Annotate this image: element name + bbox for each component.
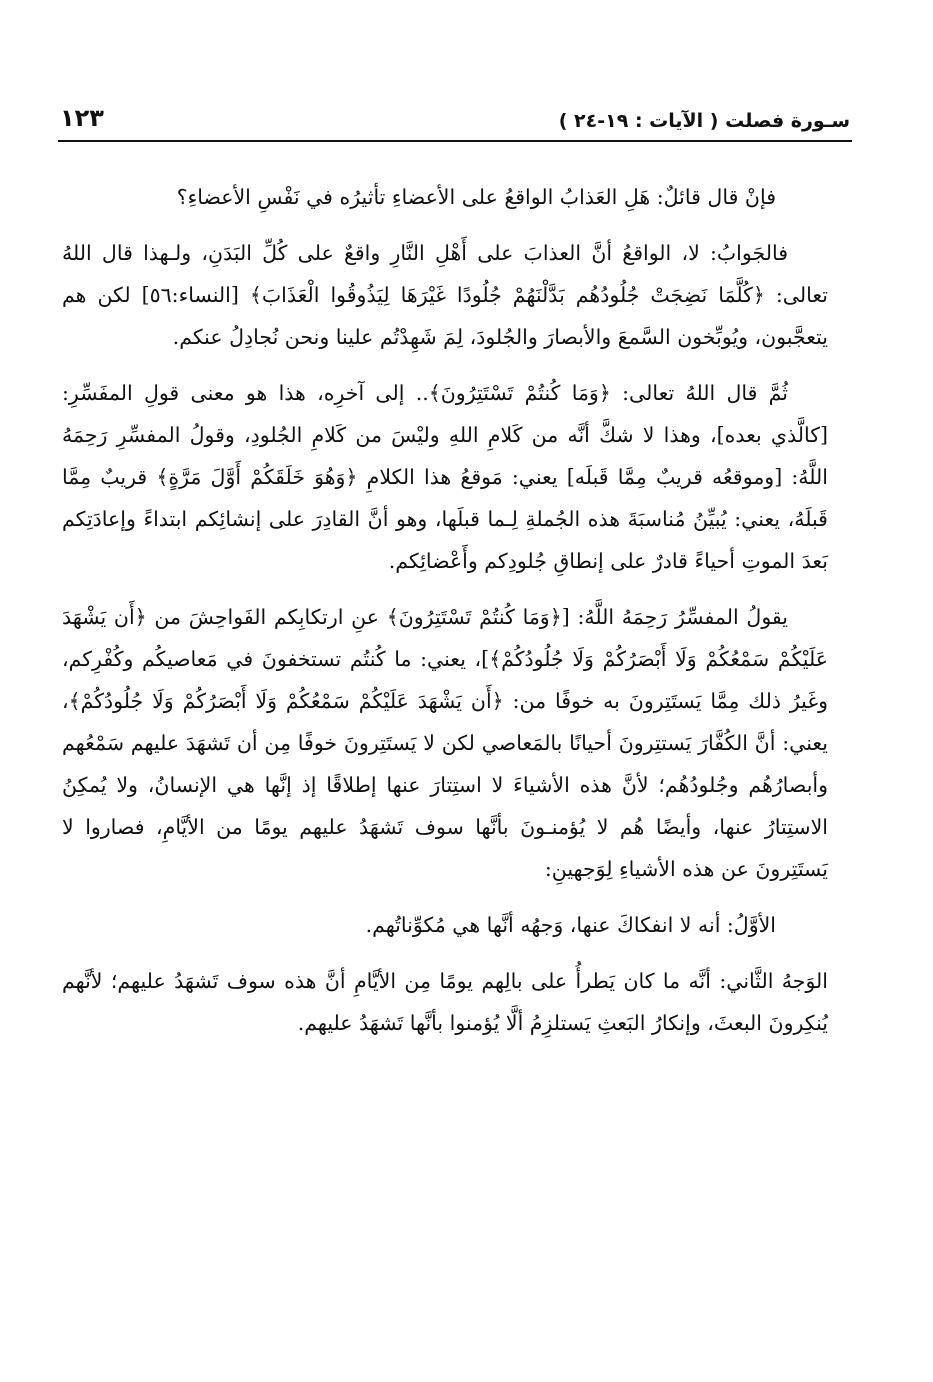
- page-header: [60, 98, 850, 132]
- second-reason-paragraph: الوَجهُ الثَّاني: أنَّه ما كان يَطرأُ على بالِهم يومًا مِن الأيَّامِ أنَّ هذه سوف تَشهَدُ عليهم؛ لأنَّهم يُنكِرونَ البعثَ، وإنكارُ البَعثِ يَستلزِمُ ألَّا يُؤمنوا بأنَّها تَشهَدُ عليهم.: [62, 969, 828, 1035]
- commentary-paragraph: يقولُ المفسِّرُ رَحِمَهُ اللَّهُ: [﴿وَمَا كُنتُمْ تَسْتَتِرُونَ﴾ عنِ ارتكابِكم الفَواحِشَ من ﴿أَن يَشْهَدَ عَلَيْكُمْ سَمْعُكُمْ وَلَا أَبْصَرُكُمْ وَلَا جُلُودُكُمْ﴾]، يعني: ما كُنتُم تستخفونَ في مَعاصيكُم وكُفْرِكم، وغَيرُ ذلك مِمَّا يَستَتِرونَ به خوفًا من: ﴿أَن يَشْهَدَ عَلَيْكُمْ سَمْعُكُمْ وَلَا أَبْصَرُكُمْ وَلَا جُلُودُكُمْ﴾، يعني: أنَّ الكُفَّارَ يَستتِرونَ أحيانًا بالمَعاصي لكن لا يَستَتِرونَ خوفًا مِن أن تَشهَدَ عليهم سَمْعُهم وأبصارُهُم وجُلودُهُم؛ لأنَّ هذه الأشياءَ لا استِتارَ عنها إطلاقًا إذ إنَّها هي الإنسانُ، ولا يُمكِنُ الاستِتارُ عنها، وأيضًا هُم لا يُؤمنـونَ بأنَّها سوف تَشهَدُ عليهم يومًا من الأيَّامِ، فصاروا لا يَستَتِرونَ عن هذه الأشياءِ لِوَجهينِ:: [62, 605, 828, 881]
- answer-paragraph: فالجَوابُ: لا، الواقعُ أنَّ العذابَ على أَهْلِ النَّارِ واقعٌ على كُلِّ البَدَنِ، ولـهذا قال اللهُ تعالى: ﴿كُلَّمَا نَضِجَتْ جُلُودُهُم بَدَّلْنَهُمْ جُلُودًا غَيْرَهَا لِيَذُوقُوا الْعَذَابَ﴾ [النساء:٥٦] لكن هم يتعجَّبون، ويُوبِّخون السَّمعَ والأبصارَ والجُلودَ، لِمَ شَهِدْتُم علينا ونحن نُجادِلُ عنكم.: [62, 241, 828, 349]
- question-paragraph: فإنْ قال قائلٌ: هَلِ العَذابُ الواقعُ على الأعضاءِ تأثيرُه في نَفْسِ الأعضاءِ؟: [176, 185, 776, 209]
- header-divider: [58, 140, 852, 142]
- page-body: [62, 176, 828, 1058]
- explanation-paragraph: ثُمَّ قال اللهُ تعالى: ﴿وَمَا كُنتُمْ تَسْتَتِرُونَ﴾.. إلى آخرِه، هذا هو معنى قولِ المفَسِّرِ: [كالَّذي بعده]، وهذا لا شكَّ أنَّه من كَلامِ اللهِ وليْسَ من كَلامِ الجُلودِ، وقولُ المفسِّرِ رَحِمَهُ اللَّهُ: [وموقعُه قريبٌ مِمَّا قَبلَه] يعني: مَوقعُ هذا الكلامِ ﴿وَهُوَ خَلَقَكُمْ أَوَّلَ مَرَّةٍ﴾ قريبٌ مِمَّا قَبلَهُ، يعني: يُبيِّنُ مُناسبَةَ هذه الجُملةِ لِـما قبلَها، وهو أنَّ القادِرَ على إنشائِكم ابتداءً وإعادَتِكم بَعدَ الموتِ أحياءً قادرٌ على إنطاقِ جُلودِكم وأَعْضائِكم.: [62, 381, 828, 573]
- first-reason-paragraph: الأوَّلُ: أنه لا انفكاكَ عنها، وَجهُه أنَّها هي مُكوِّناتُهم.: [365, 913, 776, 937]
- page-number: ١٢٣: [60, 104, 104, 132]
- surah-header-title: سـورة فصلت ( الآيات : ١٩-٢٤ ): [558, 110, 850, 132]
